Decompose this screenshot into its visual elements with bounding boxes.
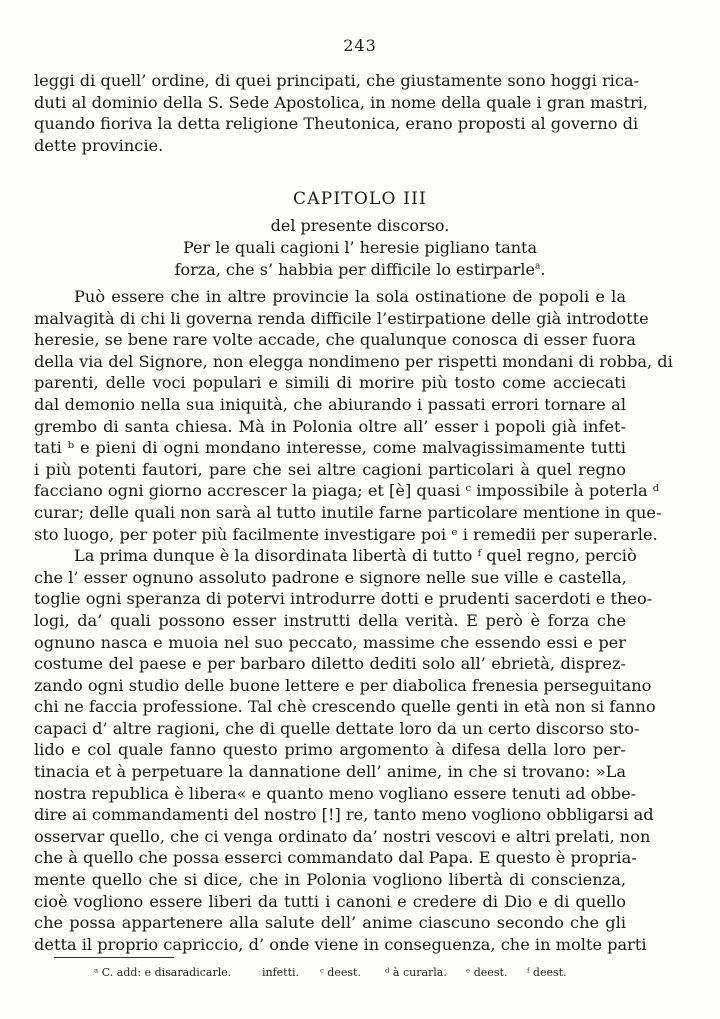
text-line: duti al dominio della S. Sede Apostolica, in nome della quale i gran mastri, (34, 92, 649, 112)
text-line: mente quello che si dice, che in Polonia vogliono libertà di conscienza, (34, 870, 626, 890)
text-line: curar; delle quali non sarà al tutto inutile farne particolare mentione in que- (34, 502, 662, 522)
text-line: lido e col quale fanno questo primo argomento à difesa della loro per- (34, 740, 626, 760)
footnote: infetti. (262, 966, 300, 979)
text-line: cioè vogliono essere liberi da tutti i canoni e credere di Dio e di quello (34, 891, 626, 911)
chapter-title: CAPITOLO III (293, 189, 427, 209)
text-line: leggi di quell’ ordine, di quei principati, che giustamente sono hoggi rica- (34, 71, 640, 90)
text-line: heresie, se bene rare volte accade, che qualunque conosca di esser fuora (34, 330, 636, 350)
text-line: della via del Signore, non elegga nondimeno per rispetti mondani di robba, di (34, 351, 673, 371)
text-line: chi ne faccia professione. Tal chè crescendo quelle genti in età non si fanno (34, 697, 656, 717)
footnote: ᵃ C. add: e disaradicarle. (94, 966, 232, 979)
text-line: tinacia et à perpetuare la dannatione dell’ anime, in che si trovano: »La (34, 762, 626, 782)
text-line: osservar quello, che ci venga ordinato da’ nostri vescovi e altri prelati, non (34, 826, 651, 846)
text-line: grembo di santa chiesa. Mà in Polonia oltre all’ esser i popoli già infet- (34, 416, 626, 436)
chapter-subtitle: forza, che s’ habbia per difficile lo estirparle$^a$. (174, 260, 546, 279)
text-line: che à quello che possa esserci commandato dal Papa. E questo è propria- (34, 848, 637, 868)
text-line: i più potenti fautori, pare che sei altre cagioni particolari à quel regno (34, 459, 626, 479)
text-line: nostra republica è libera« e quanto meno vogliano essere tenuti ad obbe- (34, 783, 637, 803)
text-line: toglie ogni speranza di potervi introdurre dotti e prudenti sacerdoti e theo- (34, 589, 653, 609)
footnote-marker: a (534, 261, 541, 272)
footnote: ᵈ à curarla. (385, 966, 447, 979)
page-number: 243 (343, 36, 377, 55)
text-line: detta il proprio capriccio, d’ onde viene in conseguenza, che in molte parti (34, 934, 647, 954)
chapter-subtitle: Per le quali cagioni l’ heresie pigliano tanta (182, 238, 538, 257)
text-line: zando ogni studio delle buone lettere e per diabolica frenesia perseguitano (34, 675, 652, 695)
text-line: logi, da’ quali possono esser instrutti della verità. E però è forza che (34, 610, 626, 630)
footnote: ᵉ deest. (466, 966, 508, 979)
text-line: Può essere che in altre provincie la sola ostinatione de popoli e la (74, 287, 626, 306)
text-line: costume del paese e per barbaro diletto dediti solo all’ ebrietà, disprez- (34, 654, 626, 674)
text-line: facciano ogni giorno accrescer la piaga; et [è] quasi ᶜ impossibile à poterla ᵈ (34, 481, 660, 501)
text-line: La prima dunque è la disordinata libertà di tutto ᶠ quel regno, perciò (74, 546, 637, 566)
chapter-subtitle-text: forza, che s’ habbia per difficile lo estirparle (174, 260, 535, 279)
text-line: tati ᵇ e pieni di ogni mondano interesse, come malvagissimamente tutti (34, 438, 626, 458)
chapter-subtitle: del presente discorso. (270, 216, 450, 235)
text-line: quando fioriva la detta religione Theutonica, erano proposti al governo di (34, 114, 639, 134)
footnote: ᶠ deest. (527, 966, 567, 979)
text-line: che l’ esser ognuno assoluto padrone e signore nelle sue ville e castella, (34, 567, 627, 587)
opening-paragraph (34, 70, 649, 156)
footnote-divider (54, 957, 174, 958)
text-line: parenti, delle voci populari e simili di morire più tosto come acciecati (34, 373, 626, 393)
text-line: capaci d’ altre ragioni, che di quelle dettate loro da un certo discorso sto- (34, 718, 640, 738)
text-line: sto luogo, per poter più facilmente investigare poi ᵉ i remedii per superarle. (34, 524, 658, 544)
text-line: dette provincie. (34, 135, 164, 155)
footnote: ᶜ deest. (320, 966, 361, 979)
text-line: dal demonio nella sua iniquità, che abiurando i passati errori tornare al (34, 394, 626, 414)
text-line: malvagità di chi li governa renda difficile l’estirpatione delle già introdotte (34, 308, 649, 328)
text-line: dire ai commandamenti del nostro [!] re, tanto meno vogliono obbligarsi ad (34, 805, 654, 825)
text-line: ognuno nasca e muoia nel suo peccato, massime che essendo essi e per (34, 632, 626, 652)
chapter-body (34, 286, 673, 955)
text-line: che possa appartenere alla salute dell’ anime ciascuno secondo che gli (34, 913, 626, 933)
